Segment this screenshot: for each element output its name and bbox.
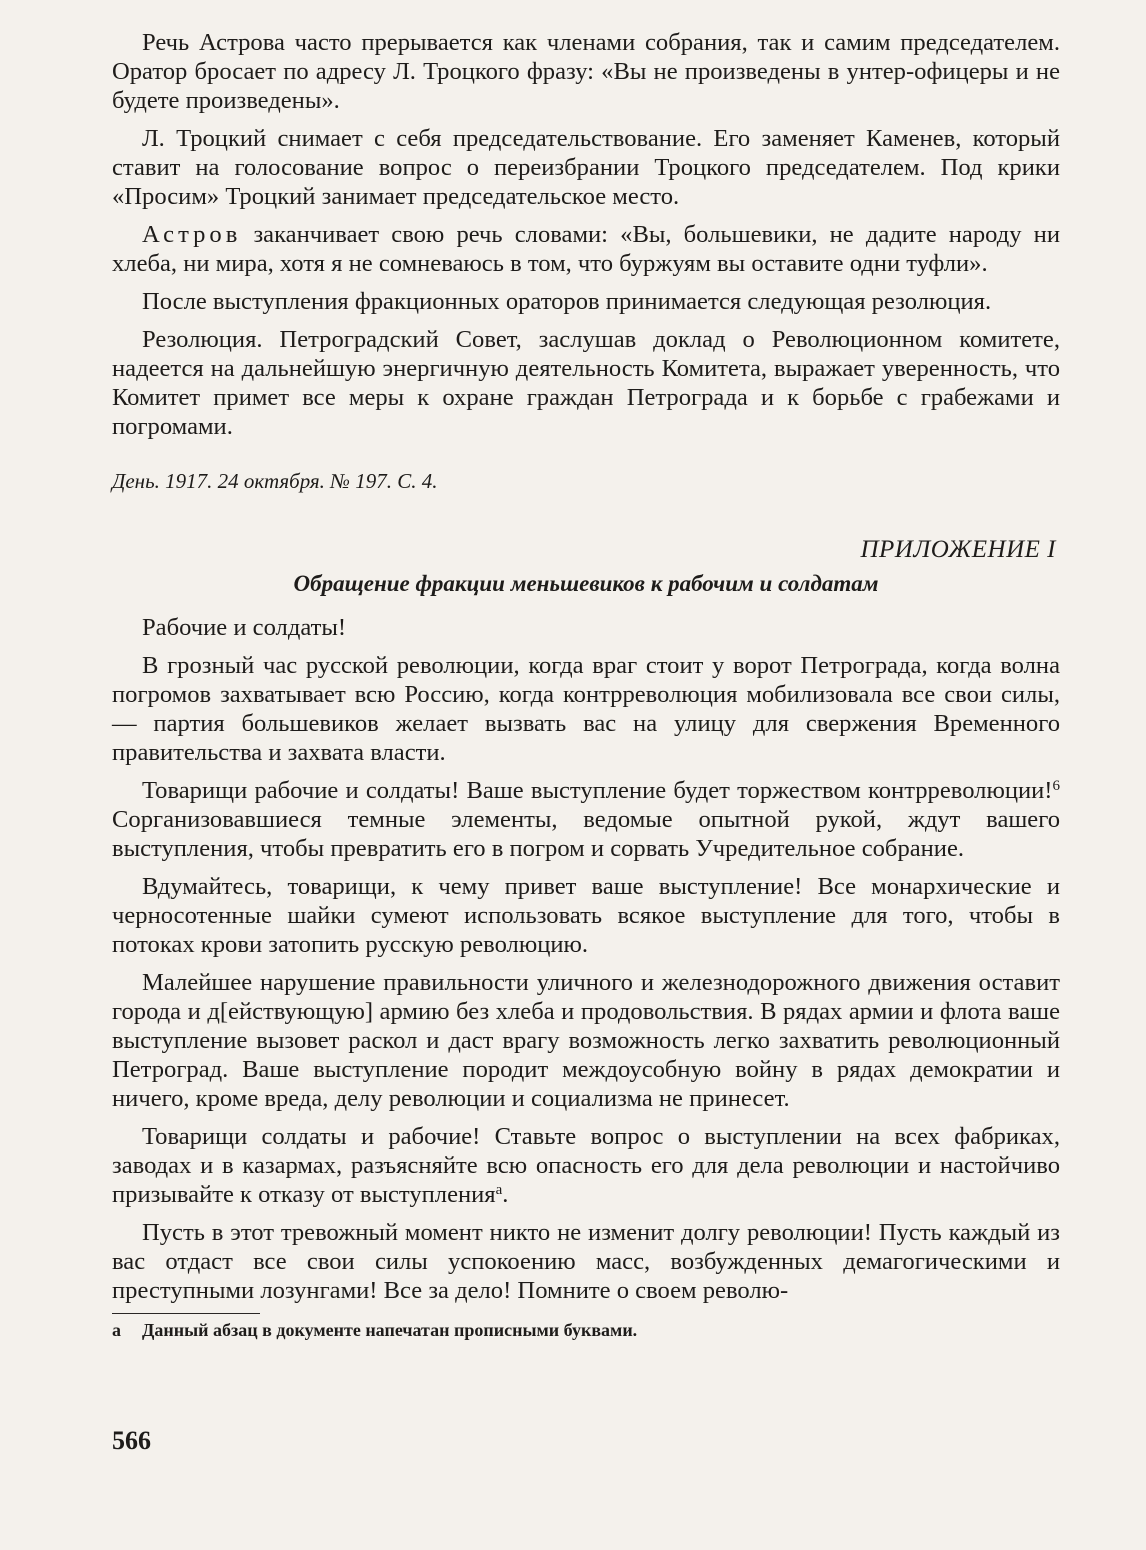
footnote-reference: а: [495, 1182, 503, 1198]
endnote-reference: 6: [1052, 778, 1060, 794]
paragraph-astrov-closing: [112, 220, 1060, 278]
appendix-title: Обращение фракции меньшевиков к рабочим и солдатам: [293, 571, 879, 596]
footnote: [112, 1318, 1060, 1342]
paragraph-astrov-interrupted: Речь Астрова часто прерывается как членами собрания, так и самим председателем. Оратор бросает по адресу Л. Троцкого фразу: «Вы не произведены в унтер-офицеры и не будете произведены».: [112, 29, 1060, 114]
source-citation: День. 1917. 24 октября. № 197. С. 4.: [112, 469, 438, 493]
speaker-text: заканчивает свою речь словами: «Вы, большевики, не дадите народу ни хлеба, ни мира, хотя я не сомневаюсь в том, что буржуям вы оставите одни туфли».: [112, 221, 1060, 277]
appendix-label: ПРИЛОЖЕНИЕ I: [860, 536, 1056, 563]
appeal-paragraph-2-start: Товарищи рабочие и солдаты! Ваше выступление будет торжеством контрреволюции!: [142, 777, 1053, 804]
footnote-mark: а: [112, 1320, 121, 1340]
appeal-paragraph-2-end: Сорганизовавшиеся темные элементы, ведомые опытной рукой, ждут вашего выступления, чтобы превратить его в погром и сорвать Учредительное собрание.: [112, 806, 1060, 862]
footnote-text: Данный абзац в документе напечатан прописными буквами.: [142, 1320, 638, 1340]
appeal-paragraph-5: [112, 1122, 1060, 1209]
speaker-name: Астров: [142, 221, 242, 248]
page-body: [112, 28, 1060, 1342]
appeal-greeting: Рабочие и солдаты!: [142, 614, 347, 641]
footnote-divider: [112, 1313, 260, 1314]
appeal-paragraph-6: Пусть в этот тревожный момент никто не изменит долгу революции! Пусть каждый из вас отдаст все свои силы успокоению масс, возбужденных демагогическими и преступными лозунгами! Все за дело! Помните о своем револю-: [112, 1219, 1060, 1304]
paragraph-resolution: Резолюция. Петроградский Совет, заслушав доклад о Революционном комитете, надеется на дальнейшую энергичную деятельность Комитета, выражает уверенность, что Комитет примет все меры к охране граждан Петрограда и к борьбе с грабежами и погромами.: [112, 326, 1060, 440]
appeal-paragraph-1: В грозный час русской революции, когда враг стоит у ворот Петрограда, когда волна погромов захватывает всю Россию, когда контрреволюция мобилизовала все свои силы, — партия большевиков желает вызвать вас на улицу для свержения Временного правительства и захвата власти.: [112, 652, 1060, 766]
page-number: 566: [112, 1426, 151, 1455]
appeal-paragraph-3: Вдумайтесь, товарищи, к чему привет ваше выступление! Все монархические и черносотенные шайки сумеют использовать всякое выступление для того, чтобы в потоках крови затопить русскую революцию.: [112, 873, 1060, 958]
appeal-paragraph-2: [112, 776, 1060, 863]
appeal-paragraph-5-end: .: [502, 1181, 509, 1208]
paragraph-trotsky-resigns: Л. Троцкий снимает с себя председательствование. Его заменяет Каменев, который ставит на голосование вопрос о переизбрании Троцкого председателем. Под крики «Просим» Троцкий занимает председательское место.: [112, 125, 1060, 210]
paragraph-resolution-intro: После выступления фракционных ораторов принимается следующая резолюция.: [142, 288, 992, 315]
appeal-paragraph-4: Малейшее нарушение правильности уличного и железнодорожного движения оставит города и д[ействующую] армию без хлеба и продовольствия. В рядах армии и флота ваше выступление вызовет раскол и даст врагу возможность легко захватить революционный Петроград. Ваше выступление породит междоусобную войну в рядах демократии и ничего, кроме вреда, делу революции и социализма не принесет.: [112, 969, 1060, 1112]
appeal-paragraph-5-start: Товарищи солдаты и рабочие! Ставьте вопрос о выступлении на всех фабриках, заводах и в казармах, разъясняйте всю опасность его для дела революции и настойчиво призывайте к отказу от выступления: [112, 1123, 1060, 1208]
